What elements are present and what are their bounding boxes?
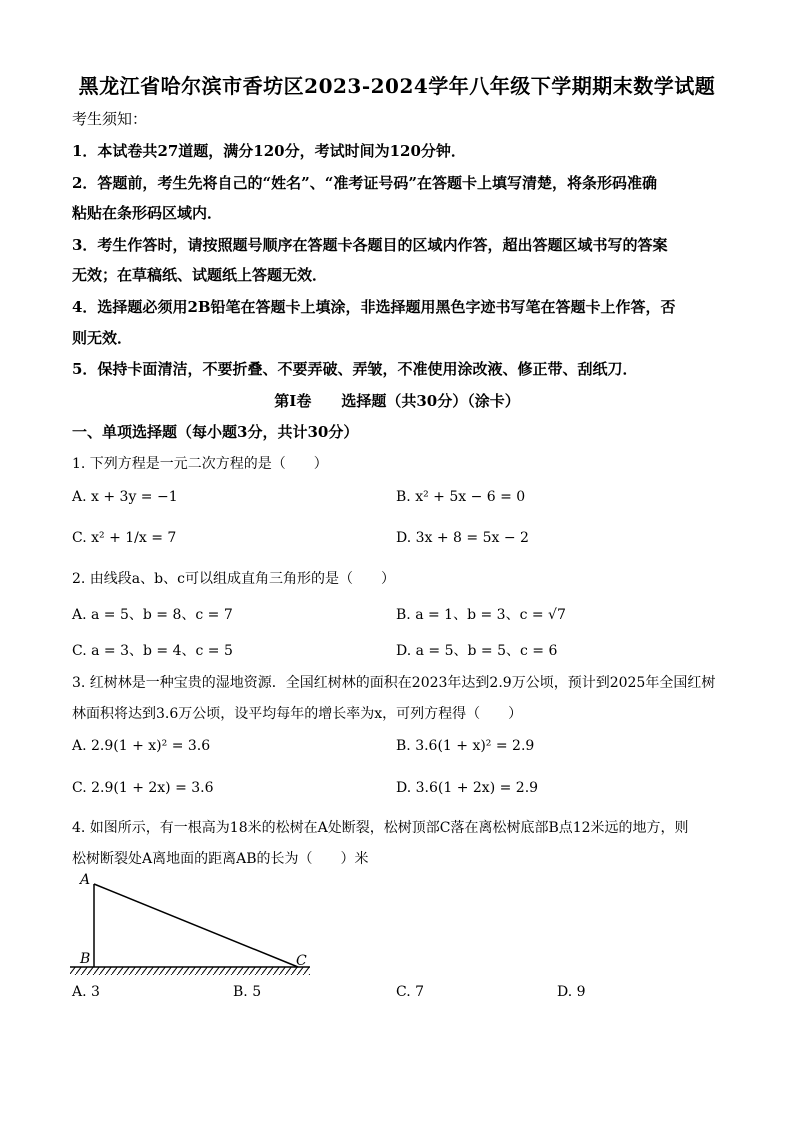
option-b: B. x² + 5x − 6 = 0 — [396, 489, 526, 505]
question-stem: 1. 下列方程是一元二次方程的是（ ） — [72, 456, 328, 472]
part-title: 一、单项选择题（每小题3分，共计30分） — [72, 423, 359, 441]
notice-item: 1．本试卷共27道题，满分120分，考试时间为120分钟． — [72, 142, 466, 160]
option-a: A. 3 — [72, 984, 100, 1000]
notice-item: 4．选择题必须用2B铅笔在答题卡上填涂，非选择题用黑色字迹书写笔在答题卡上作答，否 — [72, 298, 676, 316]
option-d: D. 9 — [557, 984, 586, 1000]
option-c: C. a = 3、b = 4、c = 5 — [72, 643, 233, 659]
option-d: D. a = 5、b = 5、c = 6 — [396, 643, 558, 659]
notice-item: 5．保持卡面清洁，不要折叠、不要弄破、弄皱，不准使用涂改液、修正带、刮纸刀． — [72, 360, 638, 378]
ground-hatch — [70, 967, 310, 975]
option-d: D. 3x + 8 = 5x − 2 — [396, 530, 529, 546]
question-stem: 松树断裂处A离地面的距离AB的长为（ ）米 — [72, 851, 369, 867]
question-stem: 2. 由线段a、b、c可以组成直角三角形的是（ ） — [72, 571, 395, 587]
question-stem: 4. 如图所示，有一根高为18米的松树在A处断裂，松树顶部C落在离松树底部B点12米远的地方，则 — [72, 820, 689, 836]
notice-item: 则无效． — [72, 329, 133, 347]
triangle-figure — [70, 870, 320, 980]
label-c: C — [296, 953, 307, 969]
option-b: B. 5 — [233, 984, 262, 1000]
section-title: 第Ⅰ卷 选择题（共30分）（涂卡） — [274, 392, 520, 410]
notice-heading: 考生须知： — [72, 110, 148, 128]
notice-item: 3．考生作答时，请按照题号顺序在答题卡各题目的区域内作答，超出答题区域书写的答案 — [72, 236, 668, 254]
label-b: B — [80, 951, 91, 967]
fallen-segment-ac — [94, 884, 298, 967]
option-c: C. 7 — [396, 984, 425, 1000]
option-c: C. 2.9(1 + 2x) = 3.6 — [72, 780, 214, 796]
option-a: A. 2.9(1 + x)² = 3.6 — [72, 738, 211, 754]
notice-item: 无效；在草稿纸、试题纸上答题无效． — [72, 266, 328, 284]
option-b: B. 3.6(1 + x)² = 2.9 — [396, 738, 535, 754]
option-a: A. a = 5、b = 8、c = 7 — [72, 607, 233, 623]
option-b: B. a = 1、b = 3、c = √7 — [396, 607, 566, 623]
option-c: C. x² + 1/x = 7 — [72, 530, 177, 546]
question-stem: 3. 红树林是一种宝贵的湿地资源．全国红树林的面积在2023年达到2.9万公顷，预计到2025年全国红树 — [72, 675, 716, 691]
page-title: 黑龙江省哈尔滨市香坊区2023-2024学年八年级下学期期末数学试题 — [78, 74, 716, 98]
notice-item: 2．答题前，考生先将自己的“姓名”、“准考证号码”在答题卡上填写清楚，将条形码准确 — [72, 174, 657, 192]
notice-item: 粘贴在条形码区域内． — [72, 204, 223, 222]
label-a: A — [80, 872, 91, 888]
question-stem: 林面积将达到3.6万公顷，设平均每年的增长率为x，可列方程得（ ） — [72, 706, 523, 722]
option-d: D. 3.6(1 + 2x) = 2.9 — [396, 780, 539, 796]
option-a: A. x + 3y = −1 — [72, 489, 178, 505]
